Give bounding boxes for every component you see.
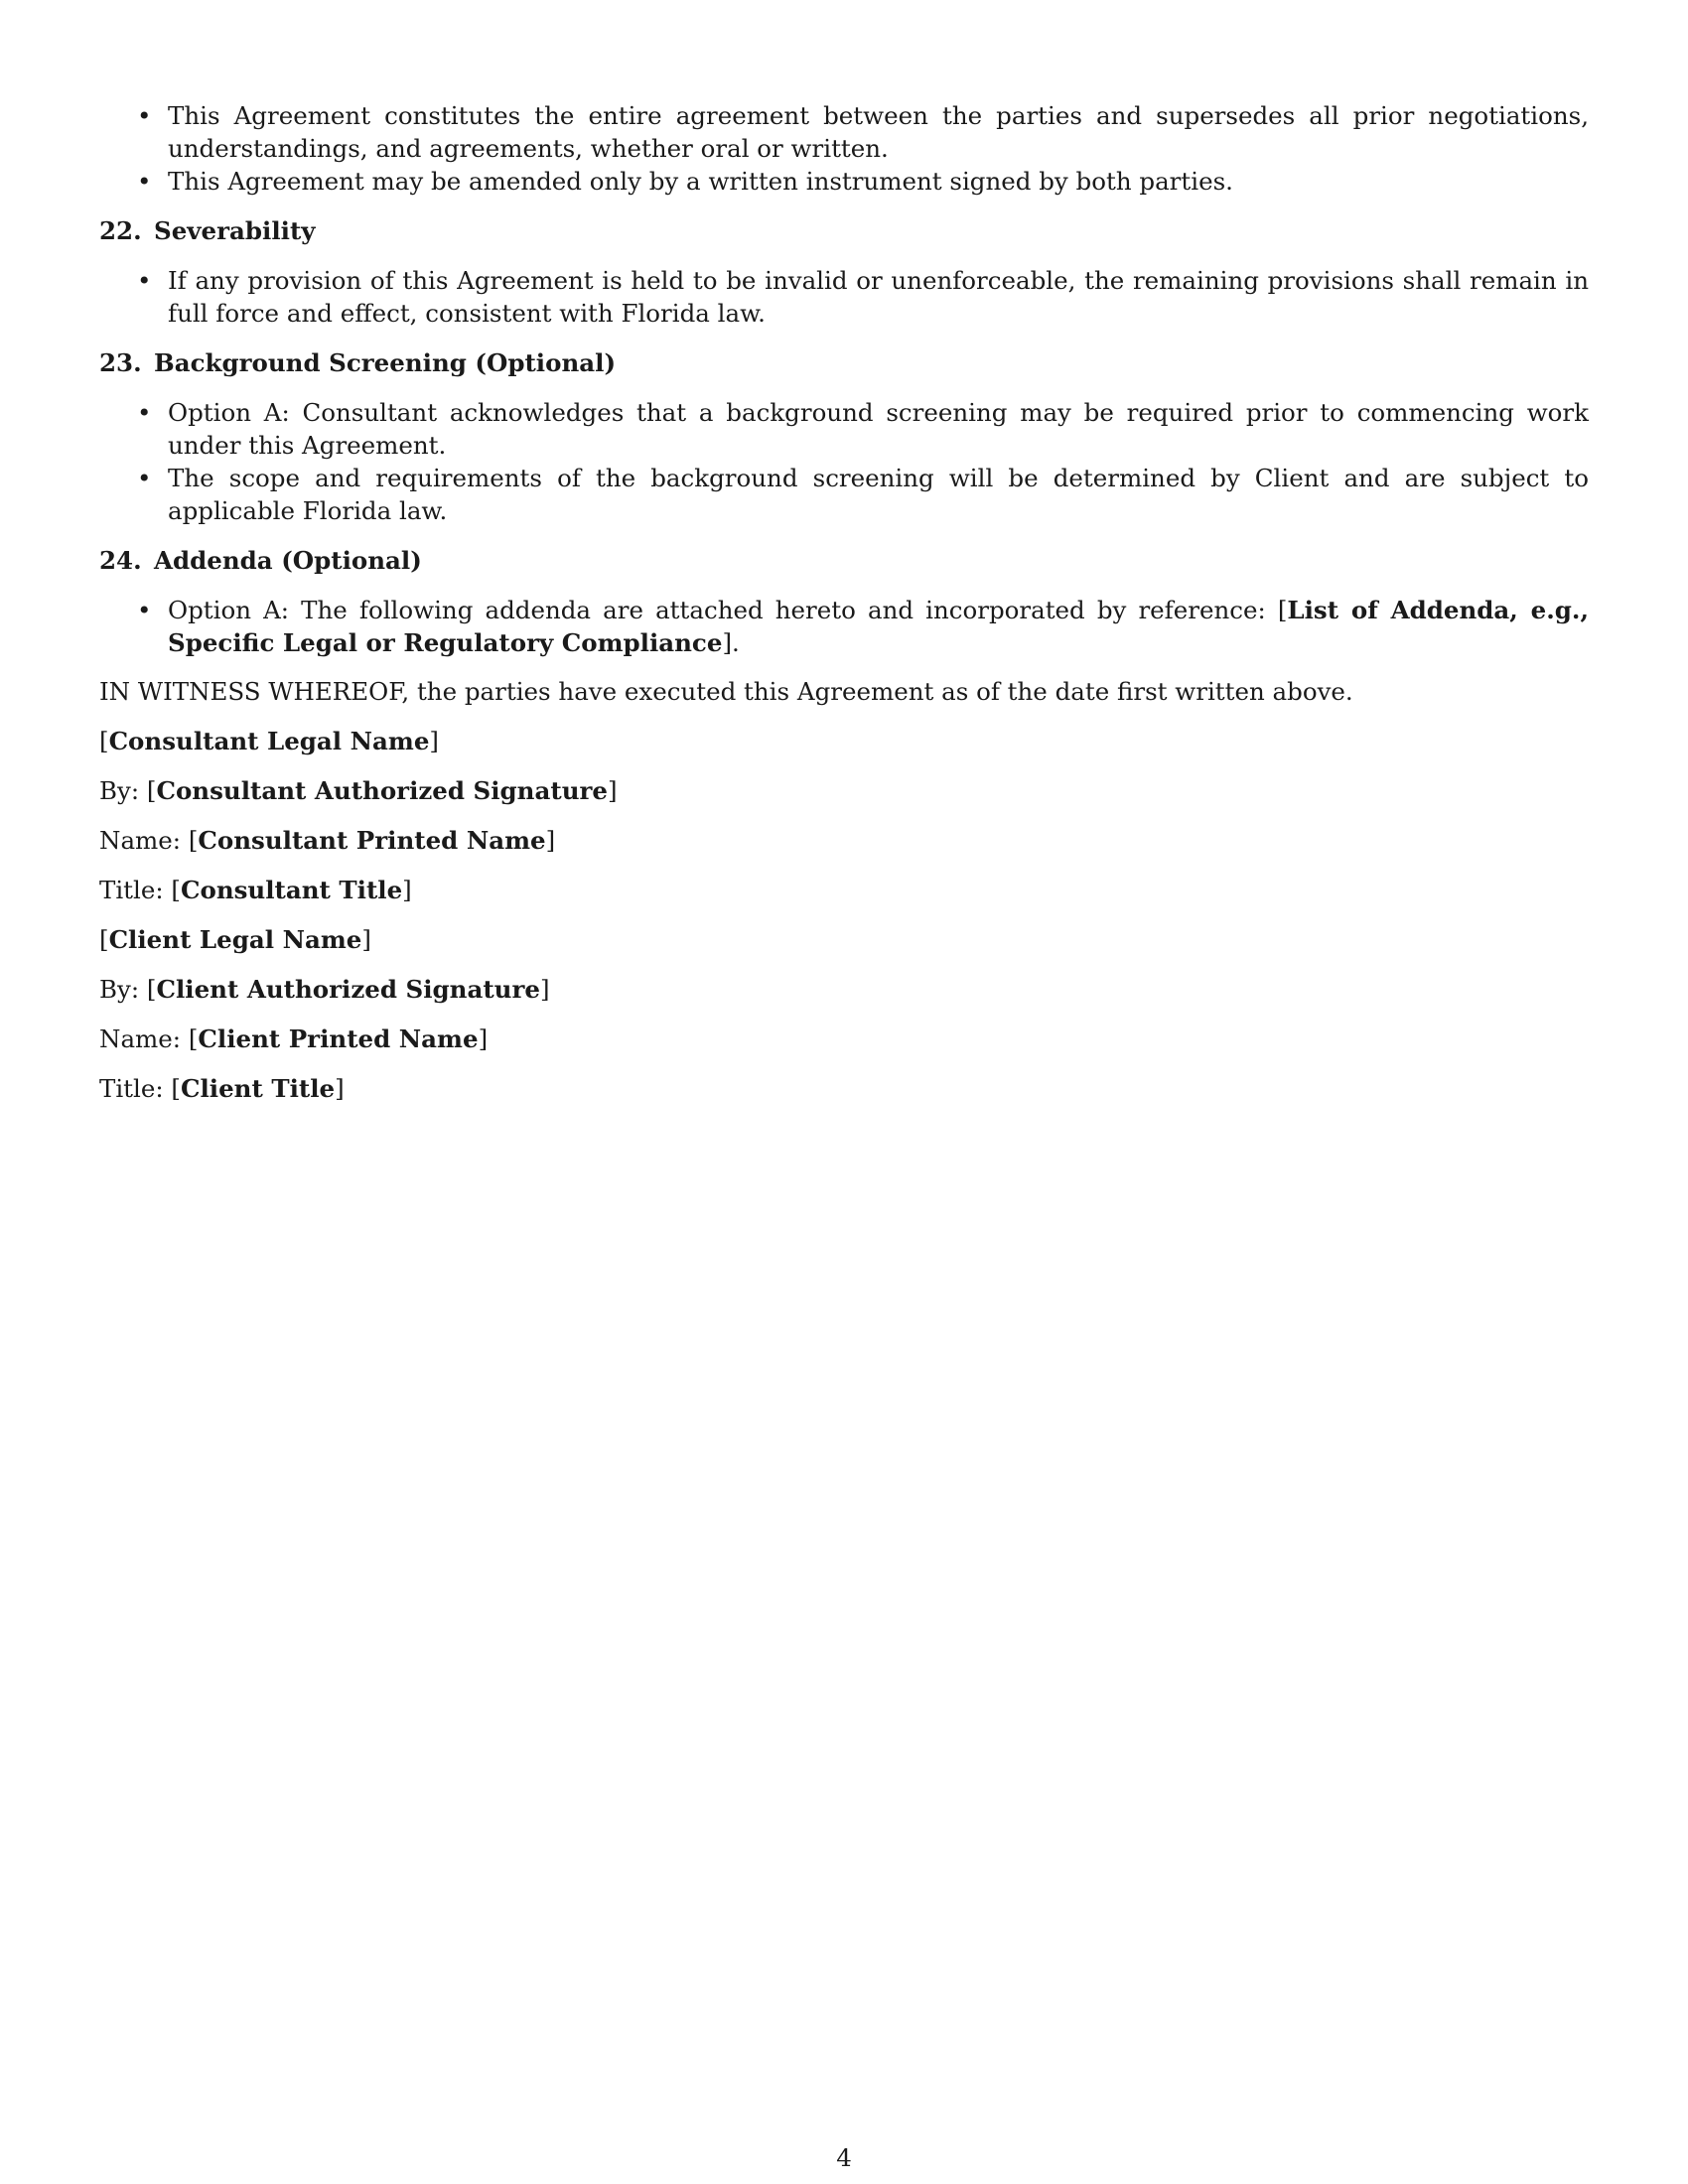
section-number: 24. (99, 546, 142, 575)
section-23-heading (99, 346, 1589, 379)
section-23-bullet-list (99, 396, 1589, 527)
client-name-line: Name: [Client Printed Name] (99, 1024, 489, 1053)
addenda-placeholder: List of Addenda, e.g., Specific Legal or Regulatory Compliance (168, 596, 1589, 657)
list-item: • If any provision of this Agreement is held to be invalid or unenforceable, the remaining provisions shall remain in full force and effect, consistent with Florida law. (99, 264, 1589, 330)
consultant-title-line: Title: [Consultant Title] (99, 876, 412, 904)
client-legal-name-value: Client Legal Name (108, 925, 362, 954)
section-22-heading (99, 214, 1589, 247)
consultant-legal-name: [Consultant Legal Name] (99, 727, 439, 755)
client-printed-name-value: Client Printed Name (198, 1024, 479, 1053)
document-body (99, 99, 1589, 1122)
section-24-bullet-list (99, 594, 1589, 659)
consultant-printed-name-value: Consultant Printed Name (198, 826, 546, 855)
title-label: Title: (99, 1074, 164, 1103)
list-item: • Option A: The following addenda are attached hereto and incorporated by reference: [List of Addenda, e.g., Specific Legal or Regulatory Compliance]. (99, 594, 1589, 659)
page-number: 4 (836, 2143, 852, 2172)
name-label: Name: (99, 826, 182, 855)
list-item: • This Agreement constitutes the entire agreement between the parties and supersedes all prior negotiations, understandings, and agreements, whether oral or written. (99, 99, 1589, 165)
addenda-suffix: . (732, 628, 740, 657)
section-title: Severability (154, 216, 316, 245)
title-label: Title: (99, 876, 164, 904)
section-22-bullet-list (99, 264, 1589, 330)
witness-statement: IN WITNESS WHEREOF, the parties have executed this Agreement as of the date first written above. (99, 677, 1353, 706)
intro-bullet-list (99, 99, 1589, 198)
addenda-text: Option A: The following addenda are attached hereto and incorporated by reference: (168, 596, 1278, 624)
section-title: Addenda (Optional) (154, 546, 422, 575)
consultant-name-line: Name: [Consultant Printed Name] (99, 826, 556, 855)
consultant-signature-line: By: [Consultant Authorized Signature] (99, 776, 618, 805)
list-item: • Option A: Consultant acknowledges that a background screening may be required prior to commencing work under this Agreement. (99, 396, 1589, 462)
name-label: Name: (99, 1024, 182, 1053)
section-number: 22. (99, 216, 142, 245)
consultant-legal-name-value: Consultant Legal Name (108, 727, 430, 755)
client-signature-line: By: [Client Authorized Signature] (99, 975, 550, 1004)
client-title-value: Client Title (180, 1074, 336, 1103)
client-legal-name: [Client Legal Name] (99, 925, 371, 954)
section-number: 23. (99, 348, 142, 377)
section-title: Background Screening (Optional) (154, 348, 617, 377)
consultant-title-value: Consultant Title (180, 876, 403, 904)
consultant-signature-value: Consultant Authorized Signature (156, 776, 608, 805)
by-label: By: (99, 975, 140, 1004)
by-label: By: (99, 776, 140, 805)
section-24-heading (99, 544, 1589, 577)
list-item: • This Agreement may be amended only by a written instrument signed by both parties. (99, 165, 1589, 198)
list-item: • The scope and requirements of the background screening will be determined by Client and are subject to applicable Florida law. (99, 462, 1589, 527)
client-title-line: Title: [Client Title] (99, 1074, 345, 1103)
client-signature-value: Client Authorized Signature (156, 975, 540, 1004)
